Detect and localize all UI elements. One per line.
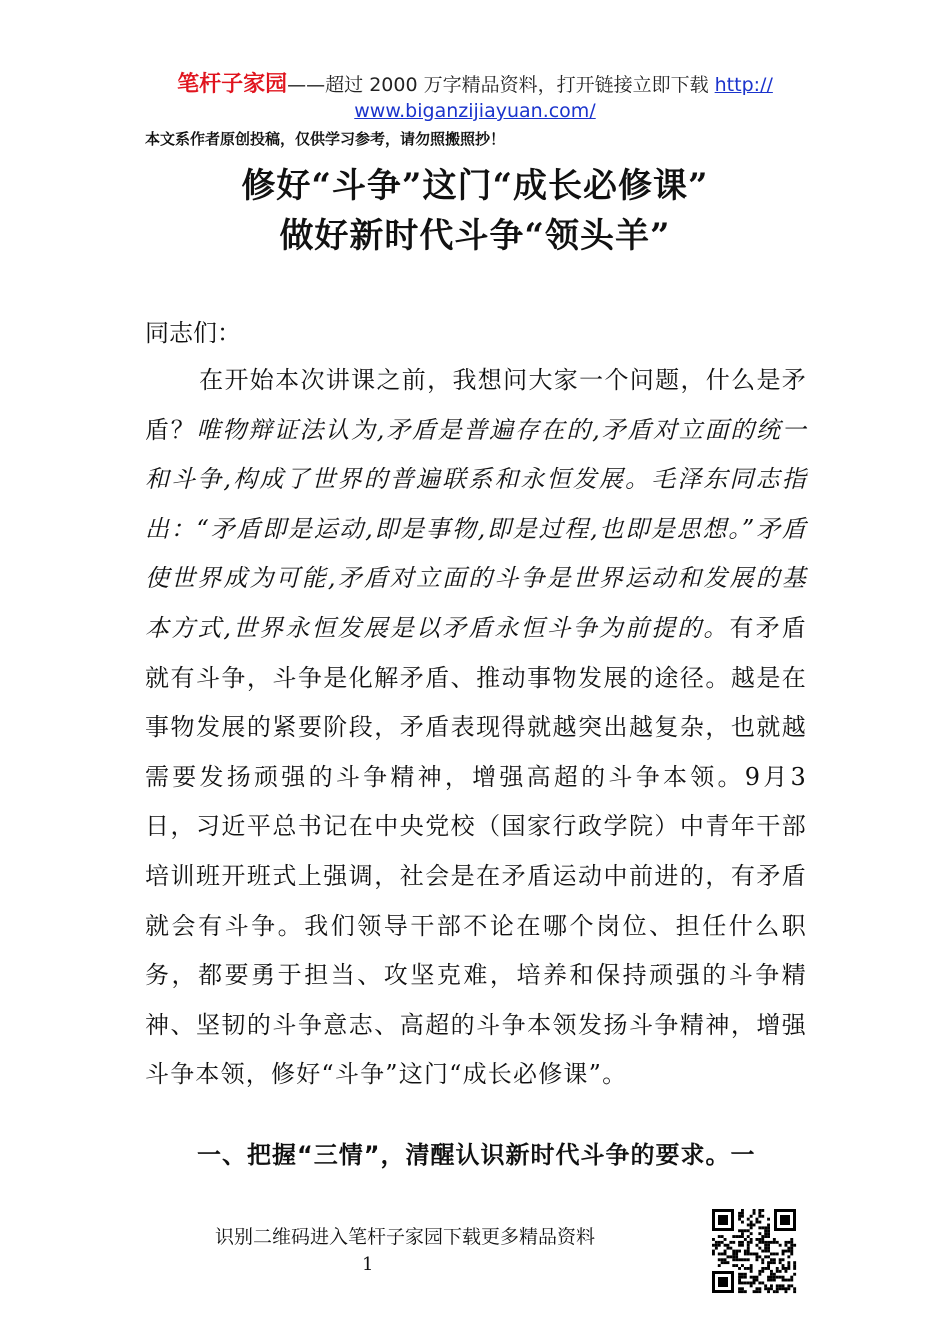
page-number: 1 xyxy=(362,1254,374,1275)
body-paragraph xyxy=(145,356,807,1100)
brand-name: 笔杆子家园 xyxy=(177,72,288,97)
site-link-part1[interactable]: http:// xyxy=(714,74,773,96)
site-link-part2[interactable]: www.biganzijiayuan.com/ xyxy=(354,100,596,122)
section-heading-text: 一、把握“三情”，清醒认识新时代斗争的要求。一 xyxy=(197,1141,756,1169)
document-title-line1: 修好“斗争”这门“成长必修课” xyxy=(241,166,709,206)
footer-text: 识别二维码进入笔杆子家园下载更多精品资料 xyxy=(215,1226,596,1248)
salutation: 同志们： xyxy=(145,319,241,347)
paragraph-part1: 在开始本次讲课之前，我想问大家一个问题，什么是矛盾？ xyxy=(145,366,807,444)
section-heading xyxy=(145,1135,815,1170)
paragraph-part2: 唯物辩证法认为,矛盾是普遍存在的,矛盾对立面的统一和斗争,构成了世界的普遍联系和永恒发展。毛泽东同志指出：“矛盾即是运动,即是事物,即是过程,也即是思想。”矛盾使世界成为可能,矛盾对立面的斗争是世界运动和发展的基本方式,世界永恒发展是以矛盾永恒斗争为前提的。 xyxy=(145,415,807,642)
qr-code-icon[interactable] xyxy=(710,1207,798,1295)
document-title-line2: 做好新时代斗争“领头羊” xyxy=(279,216,671,256)
paragraph-part3: 有矛盾就有斗争，斗争是化解矛盾、推动事物发展的途径。越是在事物发展的紧要阶段，矛盾表现得就越突出越复杂，也就越需要发扬顽强的斗争精神，增强高超的斗争本领。9月3日，习近平总书记在中央党校（国家行政学院）中青年干部培训班开班式上强调，社会是在矛盾运动中前进的，有矛盾就会有斗争。我们领导干部不论在哪个岗位、担任什么职务，都要勇于担当、攻坚克难，培养和保持顽强的斗争精神、坚韧的斗争意志、高超的斗争本领发扬斗争精神，增强斗争本领，修好“斗争”这门“成长必修课”。 xyxy=(145,613,807,1089)
site-banner xyxy=(0,72,950,124)
copyright-notice: 本文系作者原创投稿，仅供学习参考，请勿照搬照抄！ xyxy=(145,130,506,148)
banner-description: ——超过 2000 万字精品资料，打开链接立即下载 xyxy=(287,74,715,96)
